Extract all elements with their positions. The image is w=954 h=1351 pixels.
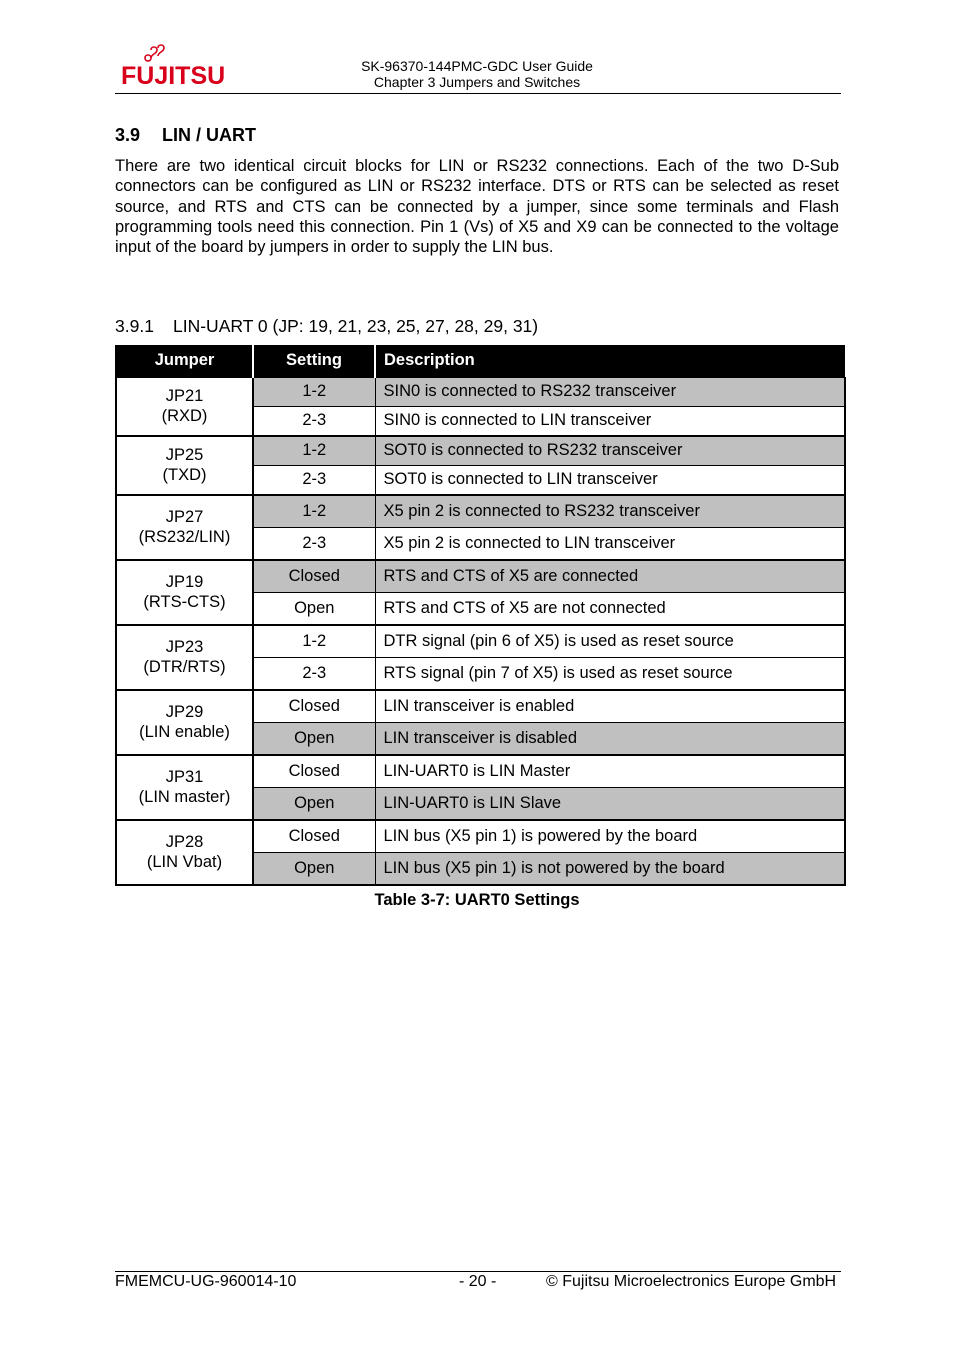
jumper-cell [116, 625, 253, 690]
table-body [116, 377, 845, 885]
jumper-function: (TXD) [162, 466, 207, 484]
description-cell: DTR signal (pin 6 of X5) is used as reset source [375, 625, 845, 658]
header-setting: Setting [253, 345, 375, 377]
description-cell: X5 pin 2 is connected to LIN transceiver [375, 527, 845, 560]
setting-cell: Closed [253, 755, 375, 788]
setting-cell: Open [253, 722, 375, 755]
setting-cell: Open [253, 852, 375, 885]
fujitsu-logo [118, 44, 226, 94]
setting-cell: Open [253, 592, 375, 625]
header-divider [115, 93, 841, 94]
table-header-row [116, 345, 845, 377]
section-title: LIN / UART [162, 125, 256, 145]
description-cell: SIN0 is connected to RS232 transceiver [375, 377, 845, 406]
table-caption: Table 3-7: UART0 Settings [374, 891, 580, 909]
jumper-cell [116, 690, 253, 755]
jumper-cell [116, 820, 253, 885]
jumper-cell [116, 377, 253, 436]
description-cell: LIN transceiver is enabled [375, 690, 845, 723]
description-cell: SOT0 is connected to LIN transceiver [375, 465, 845, 495]
description-cell: X5 pin 2 is connected to RS232 transceiver [375, 495, 845, 528]
table-row [116, 690, 845, 723]
jumper-function: (RXD) [161, 407, 208, 426]
description-cell: LIN-UART0 is LIN Master [375, 755, 845, 788]
jumper-id: JP23 [165, 638, 204, 656]
jumper-cell [116, 755, 253, 820]
setting-cell: 2-3 [253, 527, 375, 560]
jumper-cell [116, 495, 253, 560]
setting-cell: 2-3 [253, 657, 375, 690]
subsection-title: LIN-UART 0 (JP: 19, 21, 23, 25, 27, 28, 29, 31) [173, 316, 539, 336]
setting-cell: Closed [253, 560, 375, 593]
setting-cell: Closed [253, 690, 375, 723]
jumper-function: (RTS-CTS) [143, 593, 226, 611]
section-number: 3.9 [115, 125, 141, 145]
table-row [116, 625, 845, 658]
header-description: Description [375, 345, 845, 377]
section-heading [115, 125, 256, 146]
description-cell: RTS signal (pin 7 of X5) is used as reset source [375, 657, 845, 690]
jumper-function: (LIN Vbat) [146, 853, 223, 871]
footer-doc-id: FMEMCU-UG-960014-10 [115, 1273, 297, 1290]
description-cell: RTS and CTS of X5 are connected [375, 560, 845, 593]
jumper-cell [116, 436, 253, 495]
setting-cell: 1-2 [253, 625, 375, 658]
description-cell: SOT0 is connected to RS232 transceiver [375, 436, 845, 466]
table-row [116, 495, 845, 528]
setting-cell: 1-2 [253, 436, 375, 466]
description-cell: LIN bus (X5 pin 1) is powered by the board [375, 820, 845, 853]
header-jumper: Jumper [116, 345, 253, 377]
jumper-cell [116, 560, 253, 625]
logo-text: FUJITSU [121, 62, 226, 90]
jumper-function: (LIN enable) [139, 723, 230, 741]
table-row [116, 436, 845, 466]
jumper-function: (LIN master) [138, 788, 231, 806]
jumper-function: (DTR/RTS) [143, 658, 226, 676]
setting-cell: Closed [253, 820, 375, 853]
chapter-title: Chapter 3 Jumpers and Switches [373, 74, 581, 90]
setting-cell: 1-2 [253, 495, 375, 528]
subsection-number: 3.9.1 [115, 316, 154, 336]
uart0-settings-table [115, 345, 846, 886]
intro-paragraph: There are two identical circuit blocks for LIN or RS232 connections. Each of the two D-Sub connectors can be configured as LIN or RS232 interface. DTS or RTS can be selected as reset source, and RTS and CTS can be connected by a jumper, since some terminals and Flash programming tools need this connection. Pin 1 (Vs) of X5 and X9 can be connected to the voltage input of the board by jumpers in order to supply the LIN bus. [115, 157, 839, 257]
description-cell: RTS and CTS of X5 are not connected [375, 592, 845, 625]
description-cell: LIN-UART0 is LIN Slave [375, 787, 845, 820]
description-cell: LIN bus (X5 pin 1) is not powered by the board [375, 852, 845, 885]
setting-cell: 2-3 [253, 406, 375, 436]
table-row [116, 377, 845, 406]
jumper-id: JP21 [165, 387, 204, 406]
footer-divider [115, 1271, 841, 1272]
description-cell: SIN0 is connected to LIN transceiver [375, 406, 845, 436]
subsection-heading [115, 316, 538, 337]
setting-cell: Open [253, 787, 375, 820]
setting-cell: 2-3 [253, 465, 375, 495]
jumper-id: JP27 [165, 508, 204, 526]
description-cell: LIN transceiver is disabled [375, 722, 845, 755]
jumper-function: (RS232/LIN) [138, 528, 231, 546]
jumper-id: JP29 [165, 703, 204, 721]
jumper-id: JP25 [165, 446, 204, 464]
jumper-id: JP31 [165, 768, 204, 786]
footer-copyright: © Fujitsu Microelectronics Europe GmbH [546, 1273, 837, 1290]
jumper-id: JP19 [165, 573, 204, 591]
jumper-id: JP28 [165, 833, 204, 851]
table-row [116, 820, 845, 853]
setting-cell: 1-2 [253, 377, 375, 406]
table-row [116, 755, 845, 788]
doc-title: SK-96370-144PMC-GDC User Guide [361, 58, 593, 74]
table-row [116, 560, 845, 593]
footer-page-number: - 20 - [459, 1273, 497, 1290]
